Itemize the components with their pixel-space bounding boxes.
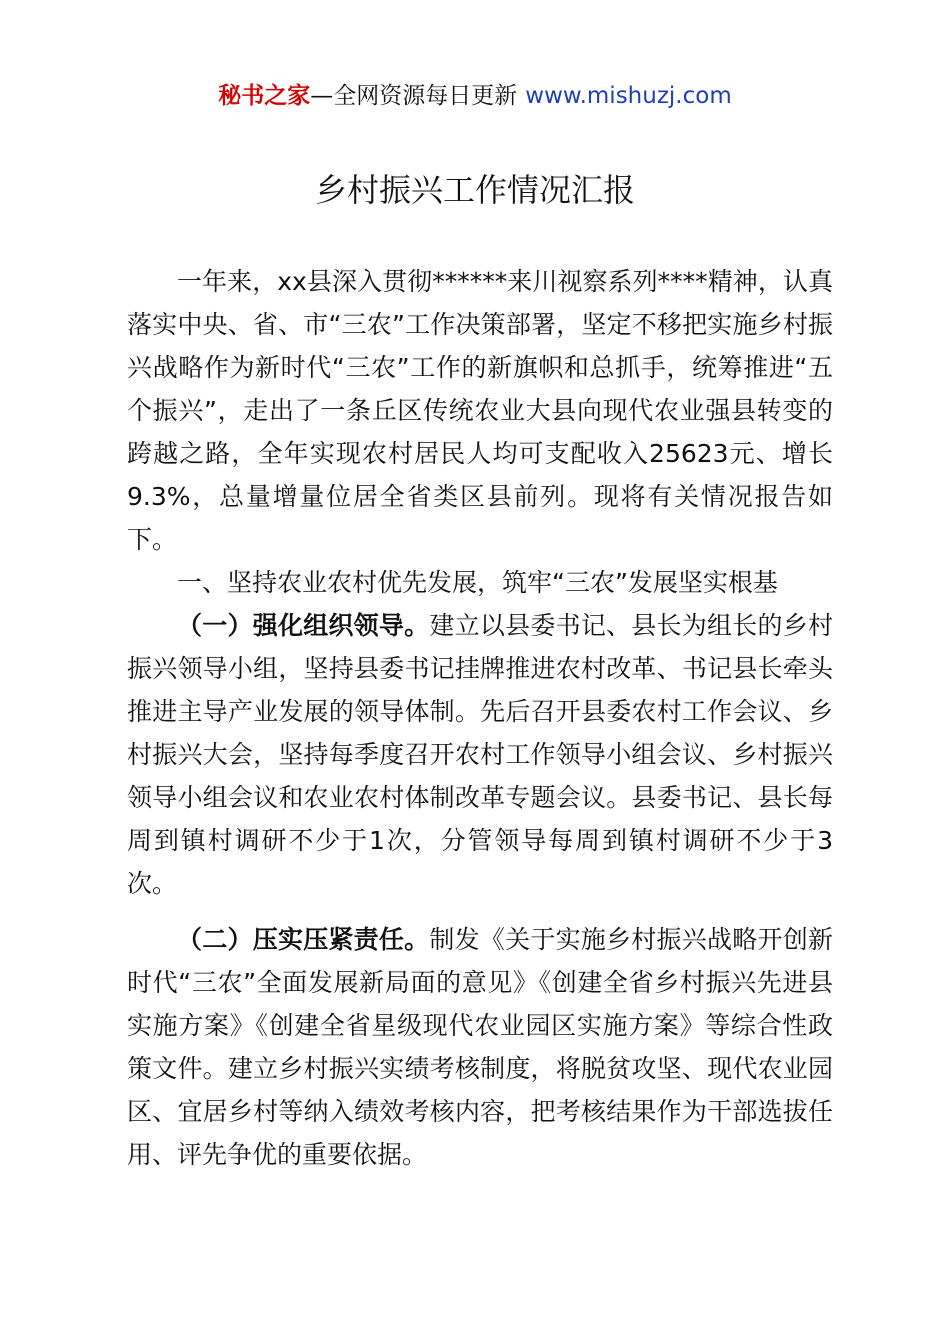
intro-paragraph: 一年来，xx县深入贯彻******来川视察系列****精神，认真落实中央、省、市“三农”工作决策部署，坚定不移把实施乡村振兴战略作为新时代“三农”工作的新旗帜和总抓手，统筹推进“五个振兴”，走出了一条丘区传统农业大县向现代农业强县转变的跨越之路，全年实现农村居民人均可支配收入25623元、增长9.3%，总量增量位居全省类区县前列。现将有关情况报告如下。 [127,267,833,554]
item-paragraph-1 [127,604,833,905]
item-lead-1: （一）强化组织领导。 [177,611,430,640]
item-text-1: 建立以县委书记、县长为组长的乡村振兴领导小组，坚持县委书记挂牌推进农村改革、书记县长牵头推进主导产业发展的领导体制。先后召开县委农村工作会议、乡村振兴大会，坚持每季度召开农村工作领导小组会议、乡村振兴领导小组会议和农业农村体制改革专题会议。县委书记、县长每周到镇村调研不少于1次，分管领导每周到镇村调研不少于3次。 [127,611,833,898]
item-paragraph-2 [127,918,833,1176]
site-url[interactable]: www.mishuzj.com [525,83,732,109]
site-brand: 秘书之家 [218,83,311,109]
site-slogan: —全网资源每日更新 [310,83,518,109]
section-heading: 一、坚持农业农村优先发展，筑牢“三农”发展坚实根基 [177,568,778,597]
item-text-2: 制发《关于实施乡村振兴战略开创新时代“三农”全面发展新局面的意见》《创建全省乡村振兴先进县实施方案》《创建全省星级现代农业园区实施方案》等综合性政策文件。建立乡村振兴实绩考核制度，将脱贫攻坚、现代农业园区、宜居乡村等纳入绩效考核内容，把考核结果作为干部选拔任用、评先争优的重要依据。 [127,925,833,1169]
item-lead-2: （二）压实压紧责任。 [177,925,430,954]
document-title: 乡村振兴工作情况汇报 [314,171,635,209]
site-header [0,80,950,112]
document-body [127,260,833,1176]
